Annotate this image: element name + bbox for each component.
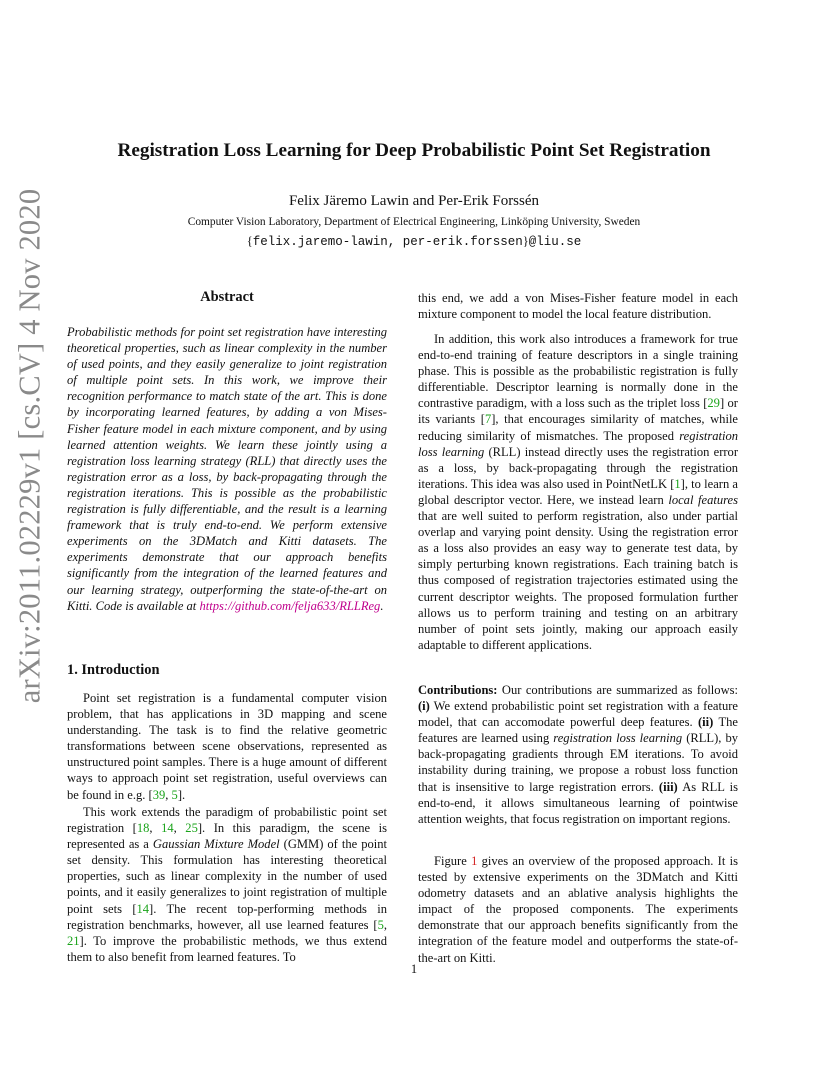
- contributions-text: The features are learned using: [418, 715, 738, 746]
- right-p2-text: ], to learn a global descriptor vector. Here, we instead learn: [418, 476, 738, 507]
- arxiv-stamp-text: arXiv:2011.02229v1 [cs.CV] 4 Nov 2020: [12, 188, 47, 704]
- citation-link[interactable]: 29: [707, 396, 720, 411]
- right-p2-text: In addition, this work also introduces a framework for true end-to-end training of feature descriptors in a single training phase. This is possible as the probabilistic registration is fully differentiable. Descriptor learning is normally done in the contrastive paradigm, with a loss such as the triplet loss [: [418, 332, 738, 411]
- contribution-marker: (iii): [658, 779, 678, 794]
- emphasis-rll: registration loss learning: [418, 428, 738, 459]
- contributions-text: Our contributions are summarized as follows:: [497, 683, 738, 697]
- citation-link[interactable]: 5: [377, 917, 384, 932]
- citation-separator: ,: [383, 917, 387, 932]
- author-list: Felix Järemo Lawin and Per-Erik Forssén: [288, 193, 540, 209]
- intro-p2-text: ]. In this paradigm, the scene is represented as a: [67, 821, 387, 852]
- abstract-heading: Abstract: [200, 289, 254, 305]
- email-addresses: felix.jaremo-lawin, per-erik.forssen: [252, 235, 523, 249]
- emphasis-rll: registration loss learning: [553, 731, 683, 746]
- emphasis-gmm: Gaussian Mixture Model: [152, 837, 280, 852]
- citation-separator: ,: [149, 821, 162, 836]
- intro-p2-text: This work extends the paradigm of probabilistic point set registration [: [67, 805, 387, 836]
- abstract-body: [67, 324, 387, 614]
- contribution-marker: (ii): [698, 715, 714, 730]
- abstract-period: .: [380, 598, 384, 613]
- right-paragraph-2: [418, 331, 738, 653]
- intro-p1-end: ].: [177, 787, 186, 802]
- citation-link[interactable]: 5: [171, 787, 178, 802]
- right-paragraph-4: [418, 853, 738, 966]
- citation-link[interactable]: 1: [674, 476, 681, 491]
- author-emails: [0, 234, 828, 249]
- intro-paragraph-2: [67, 804, 387, 965]
- email-open-brace: {: [246, 234, 253, 248]
- citation-separator: ,: [173, 821, 186, 836]
- contributions-text: (RLL), by back-propagating gradients through EM iterations. To avoid instability during training, we propose a robust loss function that is insensitive to large registration errors.: [418, 731, 738, 794]
- citation-link[interactable]: 14: [161, 821, 174, 836]
- right-p2-text: that are well suited to perform registration, also under partial overlap and varying point density. Using the registration error as a loss also provides an easy way to generate test data, by simply perturbing known registrations. Each training batch is thus composed of registration trajectories estimated using the current descriptor weights. The proposed formulation further allows us to perform training and testing on an arbitrary number of point sets jointly, making our approach easily adaptable to different applications.: [418, 509, 738, 652]
- citation-link[interactable]: 7: [484, 412, 492, 427]
- affiliation: Computer Vision Laboratory, Department of Electrical Engineering, Linköping University, Sweden: [187, 216, 641, 228]
- intro-p2-text: ]. To improve the probabilistic methods, we thus extend them to also benefit from learned features. To: [67, 933, 387, 964]
- emphasis-local-features: local features: [668, 492, 738, 507]
- abstract-text: Probabilistic methods for point set registration have interesting theoretical properties, such as linear complexity in the number of used points, and they easily generalize to joint registration of multiple point sets. In this work, we improve their recognition performance to match state of the art. This is done by incorporating learned features, by adding a von Mises-Fisher feature model in each mixture component, and by using learned attention weights. We learn these jointly using a registration loss learning strategy (RLL) that directly uses the registration error as a loss, by back-propagating through the registration iterations. This is possible as the probabilistic registration is fully differentiable, and the result is a learning framework that is truly end-to-end. We perform extensive experiments on the 3DMatch and Kitti datasets. The experiments demonstrate that our approach benefits significantly from the integration of the learned features and our learning strategy, outperforming the state-of-the-art on Kitti. Code is available at: [67, 325, 387, 613]
- citation-link[interactable]: 21: [67, 933, 80, 948]
- code-link[interactable]: https://github.com/felja633/RLLReg: [199, 598, 381, 613]
- paper-title: Registration Loss Learning for Deep Probabilistic Point Set Registration: [117, 140, 711, 161]
- email-close-brace: }: [522, 234, 529, 248]
- right-p2-text: (RLL) instead directly uses the registration error as a loss, by back-propagating through the registration iterations. This idea was also used in PointNetLK [: [418, 444, 738, 491]
- intro-paragraph-1: [67, 690, 387, 803]
- right-p4-text: Figure: [434, 854, 472, 868]
- contribution-marker: (i): [418, 699, 430, 714]
- citation-link[interactable]: 18: [136, 821, 150, 836]
- figure-reference-link[interactable]: 1: [471, 854, 478, 868]
- right-p4-text: gives an overview of the proposed approach. It is tested by extensive experiments on the 3DMatch and Kitti odometry datasets and an ablative analysis highlights the impact of the proposed components. The experiments demonstrate that our approach benefits significantly from the integration of the feature model and outperforms the state-of-the-art on Kitti.: [418, 854, 738, 965]
- right-p1-text: this end, we add a von Mises-Fisher feature model in each mixture component to model the local feature distribution.: [418, 291, 738, 322]
- contributions-label: Contributions:: [418, 683, 498, 697]
- citation-separator: ,: [165, 787, 172, 802]
- right-p2-text: ] or its variants [: [418, 396, 738, 427]
- contributions-paragraph: [418, 682, 738, 827]
- right-p2-text: ], that encourages similarity of matches, while reducing similarity of mismatches. The proposed: [418, 412, 738, 443]
- intro-p2-text: ]. The recent top-performing methods in registration benchmarks, however, all use learned features [: [67, 901, 387, 932]
- email-domain: @liu.se: [528, 235, 582, 249]
- citation-link[interactable]: 39: [152, 787, 166, 802]
- contributions-text: We extend probabilistic point set registration with a feature model, that can accomodate powerful deep features.: [418, 699, 738, 730]
- section-heading-introduction: 1. Introduction: [67, 662, 160, 678]
- right-paragraph-1: [418, 290, 738, 322]
- citation-link[interactable]: 25: [185, 821, 198, 836]
- intro-p1-text: Point set registration is a fundamental computer vision problem, that has applications in 3D mapping and scene understanding. The task is to find the relative geometric transformations between scene observations, represented as unstructured point samples. There is a huge amount of different ways to approach point set registration, useful overviews can be found in e.g. [: [67, 691, 387, 802]
- page-number: 1: [410, 962, 418, 976]
- contributions-text: As RLL is end-to-end, it allows simultaneous learning of pointwise attention weights, that focus registration on important regions.: [418, 779, 738, 826]
- citation-link[interactable]: 14: [136, 901, 150, 916]
- intro-p2-text: (GMM) of the point set density. This formulation has interesting theoretical properties, such as linear complexity in the number of used points, and it easily generalizes to joint registration of multiple point sets [: [67, 837, 387, 916]
